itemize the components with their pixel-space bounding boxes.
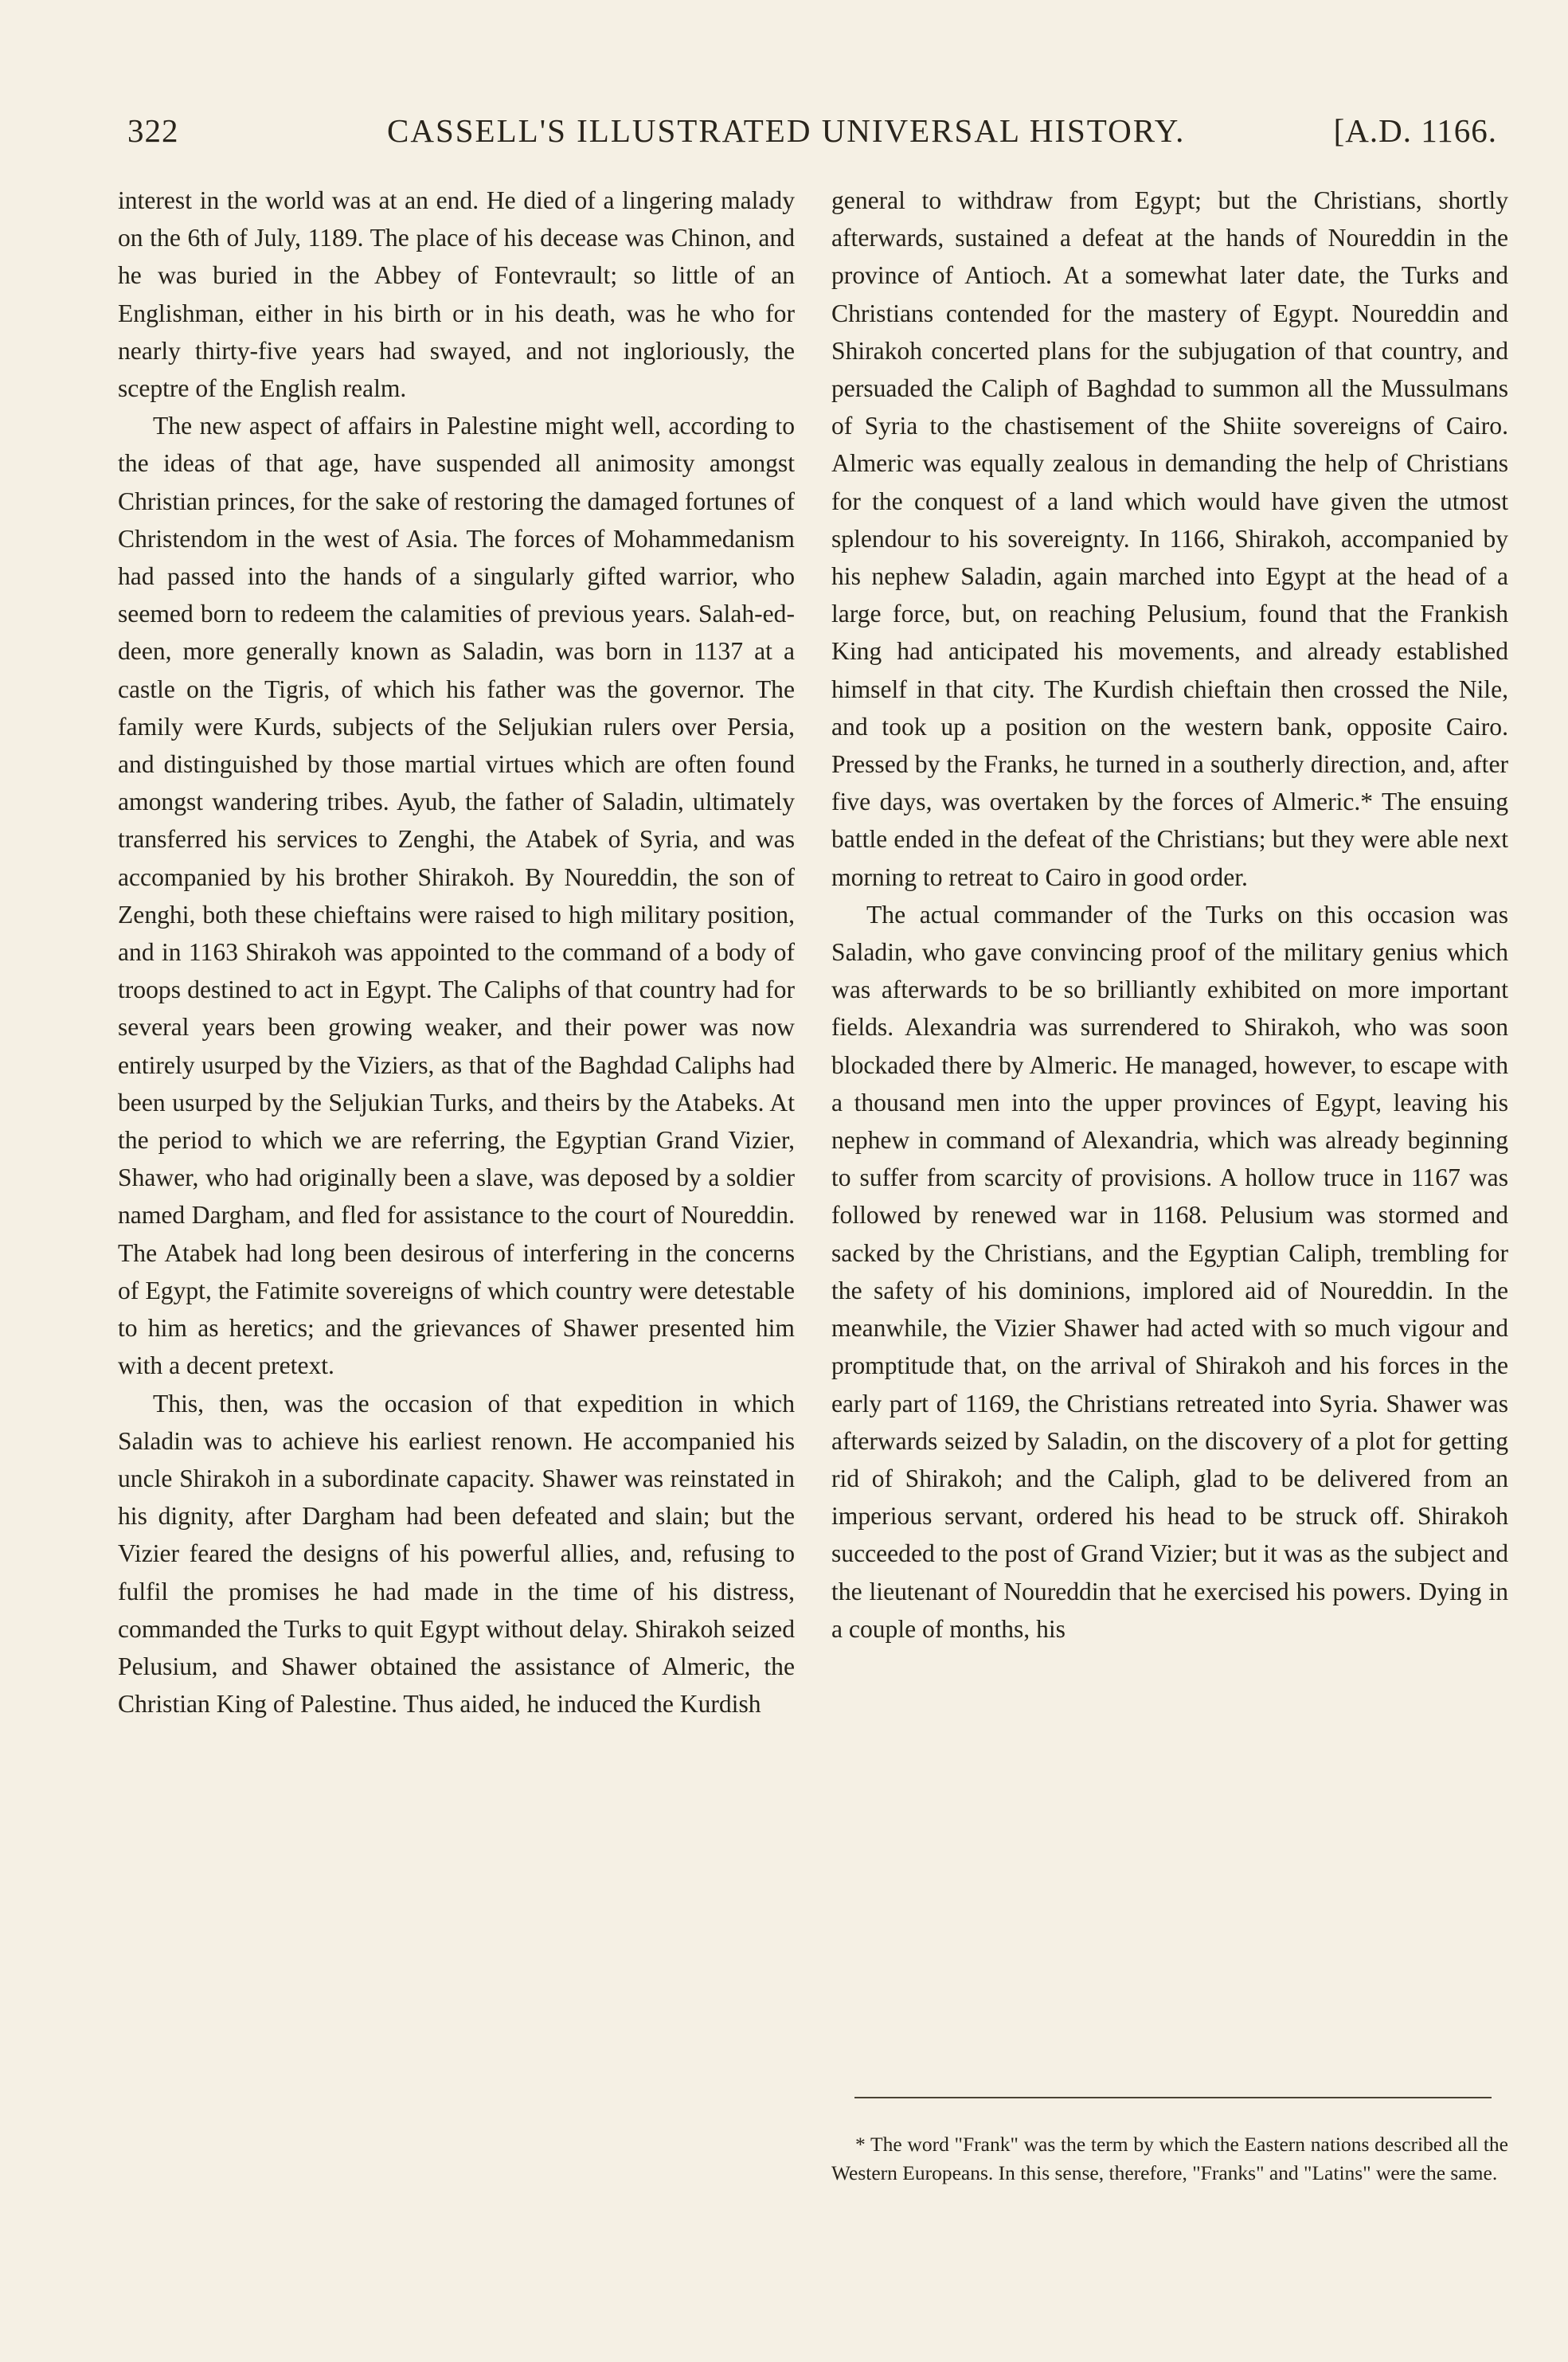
paragraph: interest in the world was at an end. He died of a lingering malady on the 6th of July, 1189. The place of his decease was Chinon, and he was buried in the Abbey of Fontevrault; so little of an Englishman, either in his birth or in his death, was he who for nearly thirty-five years had swayed, and not ingloriously, the sceptre of the English realm. <box>118 186 795 403</box>
running-date: [A.D. 1166. <box>1333 112 1497 149</box>
footnote-divider <box>854 2097 1492 2098</box>
running-header <box>127 111 1497 159</box>
right-column <box>831 182 1508 1648</box>
running-title: CASSELL'S ILLUSTRATED UNIVERSAL HISTORY. <box>387 112 1186 149</box>
paragraph: general to withdraw from Egypt; but the Christians, shortly afterwards, sustained a defeat at the hands of Noureddin in the province of Antioch. At a somewhat later date, the Turks and Christians contended for the mastery of Egypt. Noureddin and Shirakoh concerted plans for the subjugation of that country, and persuaded the Caliph of Baghdad to summon all the Mussulmans of Syria to the chastisement of the Shiite sovereigns of Cairo. Almeric was equally zealous in demanding the help of Christians for the conquest of a land which would have given the utmost splendour to his sovereignty. In 1166, Shirakoh, accompanied by his nephew Saladin, again marched into Egypt at the head of a large force, but, on reaching Pelusium, found that the Frankish King had anticipated his movements, and already established himself in that city. The Kurdish chieftain then crossed the Nile, and took up a position on the western bank, opposite Cairo. Pressed by the Franks, he turned in a southerly direction, and, after five days, was overtaken by the forces of Almeric.* The ensuing battle ended in the defeat of the Christians; but they were able next morning to retreat to Cairo in good order. <box>831 186 1508 891</box>
paragraph: The actual commander of the Turks on this occasion was Saladin, who gave convincing proof of the military genius which was afterwards to be so brilliantly exhibited on more important fields. Alexandria was surrendered to Shirakoh, who was soon blockaded there by Almeric. He managed, however, to escape with a thousand men into the upper provinces of Egypt, leaving his nephew in command of Alexandria, which was already beginning to suffer from scarcity of provisions. A hollow truce in 1167 was followed by renewed war in 1168. Pelusium was stormed and sacked by the Christians, and the Egyptian Caliph, trembling for the safety of his dominions, implored aid of Noureddin. In the meanwhile, the Vizier Shawer had acted with so much vigour and promptitude that, on the arrival of Shirakoh and his forces in the early part of 1169, the Christians retreated into Syria. Shawer was afterwards seized by Saladin, on the discovery of a plot for getting rid of Shirakoh; and the Caliph, glad to be delivered from an imperious servant, ordered his head to be struck off. Shirakoh succeeded to the post of Grand Vizier; but it was as the subject and the lieutenant of Noureddin that he exercised his powers. Dying in a couple of months, his <box>831 900 1508 1643</box>
footnote: * The word "Frank" was the term by which the Eastern nations described all the Western Europeans. In this sense, therefore, "Franks" and "Latins" were the same. <box>831 2133 1508 2184</box>
paragraph: This, then, was the occasion of that expedition in which Saladin was to achieve his earliest renown. He accompanied his uncle Shirakoh in a subordinate capacity. Shawer was reinstated in his dignity, after Dargham had been defeated and slain; but the Vizier feared the designs of his powerful allies, and, refusing to fulfil the promises he had made in the time of his distress, commanded the Turks to quit Egypt without delay. Shirakoh seized Pelusium, and Shawer obtained the assistance of Almeric, the Christian King of Palestine. Thus aided, he induced the Kurdish <box>118 1389 795 1719</box>
paragraph: The new aspect of affairs in Palestine might well, according to the ideas of that age, have suspended all animosity amongst Christian princes, for the sake of restoring the damaged fortunes of Christendom in the west of Asia. The forces of Mohammedanism had passed into the hands of a singularly gifted warrior, who seemed born to redeem the calamities of previous years. Salah-ed-deen, more generally known as Saladin, was born in 1137 at a castle on the Tigris, of which his father was the governor. The family were Kurds, subjects of the Seljukian rulers over Persia, and distinguished by those martial virtues which are often found amongst wandering tribes. Ayub, the father of Saladin, ultimately transferred his services to Zenghi, the Atabek of Syria, and was accompanied by his brother Shirakoh. By Noureddin, the son of Zenghi, both these chieftains were raised to high military position, and in 1163 Shirakoh was appointed to the command of a body of troops destined to act in Egypt. The Caliphs of that country had for several years been growing weaker, and their power was now entirely usurped by the Viziers, as that of the Baghdad Caliphs had been usurped by the Seljukian Turks, and theirs by the Atabeks. At the period to which we are referring, the Egyptian Grand Vizier, Shawer, who had originally been a slave, was deposed by a soldier named Dargham, and fled for assistance to the court of Noureddin. The Atabek had long been desirous of interfering in the concerns of Egypt, the Fatimite sovereigns of which country were detestable to him as heretics; and the grievances of Shawer presented him with a decent pretext. <box>118 412 795 1380</box>
page-number: 322 <box>127 112 179 149</box>
left-column <box>118 182 795 1723</box>
